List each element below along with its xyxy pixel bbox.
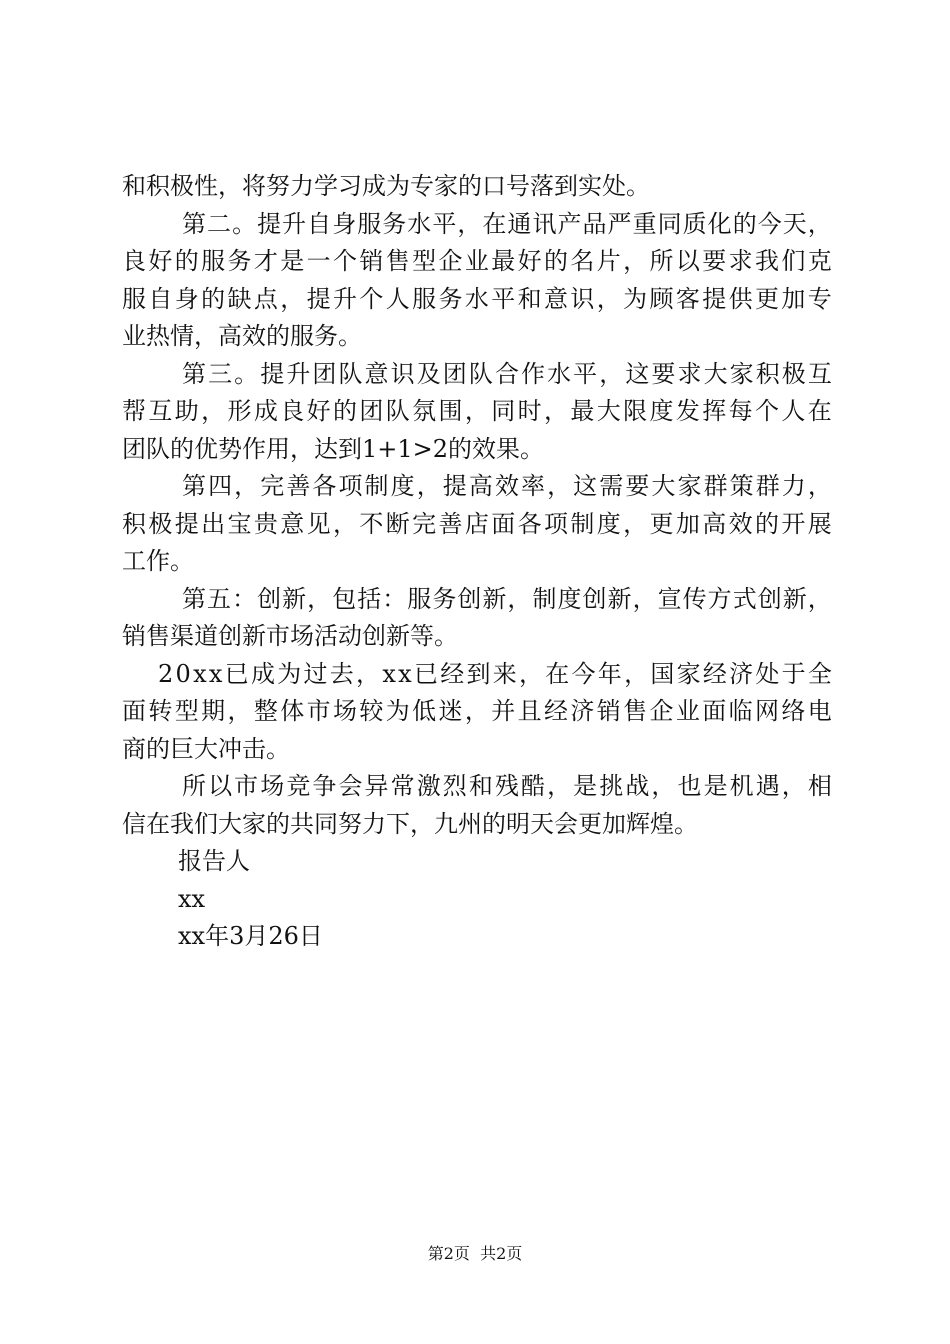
- paragraph-line: 2 0 x x 已 成 为 过 去 ， x x 已 经 到 来 ， 在 今 年 ， 国 家 经 济 处 于 全: [158, 659, 832, 688]
- page-number: 第2页 共2页: [427, 1244, 523, 1263]
- paragraph-line: 积 极 提 出 宝 贵 意 见 ， 不 断 完 善 店 面 各 项 制 度 ， 更 加 高 效 的 开 展: [122, 509, 832, 538]
- paragraph-line: 和积极性，将努力学习成为专家的口号落到实处。: [122, 172, 650, 200]
- signature-date: xx年3月26日: [178, 922, 323, 950]
- page-footer: [0, 1243, 950, 1265]
- paragraph-line: 工作。: [122, 547, 194, 575]
- paragraph-line: 所 以 市 场 竞 争 会 异 常 激 烈 和 残 酷 ， 是 挑 战 ， 也 是 机 遇 ， 相: [182, 772, 832, 800]
- paragraph-line: 帮 互 助 ， 形 成 良 好 的 团 队 氛 围 ， 同 时 ， 最 大 限 度 发 挥 每 个 人 在: [122, 397, 832, 425]
- paragraph-line: 信在我们大家的共同努力下，九州的明天会更加辉煌。: [122, 809, 698, 838]
- signature-label: 报告人: [178, 847, 250, 875]
- paragraph-line: 第 二 。 提 升 自 身 服 务 水 平 ， 在 通 讯 产 品 严 重 同 质 化 的 今 天 ，: [182, 209, 832, 238]
- paragraph-line: 第 三 。 提 升 团 队 意 识 及 团 队 合 作 水 平 ， 这 要 求 大 家 积 极 互: [182, 359, 832, 388]
- paragraph-line: 服 自 身 的 缺 点 ， 提 升 个 人 服 务 水 平 和 意 识 ， 为 顾 客 提 供 更 加 专: [122, 284, 832, 313]
- paragraph-line: 业热情，高效的服务。: [122, 322, 362, 350]
- paragraph-line: 良 好 的 服 务 才 是 一 个 销 售 型 企 业 最 好 的 名 片 ， 所 以 要 求 我 们 克: [122, 247, 832, 275]
- paragraph-line: 商的巨大冲击。: [122, 734, 290, 763]
- paragraph-line: 第 五 ： 创 新 ， 包 括 ： 服 务 创 新 ， 制 度 创 新 ， 宣 传 方 式 创 新 ，: [182, 584, 832, 613]
- paragraph-line: 面 转 型 期 ， 整 体 市 场 较 为 低 迷 ， 并 且 经 济 销 售 企 业 面 临 网 络 电: [122, 697, 832, 725]
- signature-name: xx: [178, 884, 206, 913]
- paragraph-line: 第 四 ， 完 善 各 项 制 度 ， 提 高 效 率 ， 这 需 要 大 家 群 策 群 力 ，: [182, 472, 832, 500]
- document-body: [122, 168, 832, 956]
- paragraph-line: 销售渠道创新市场活动创新等。: [122, 622, 458, 650]
- paragraph-line: 团队的优势作用，达到1+1>2的效果。: [122, 434, 545, 463]
